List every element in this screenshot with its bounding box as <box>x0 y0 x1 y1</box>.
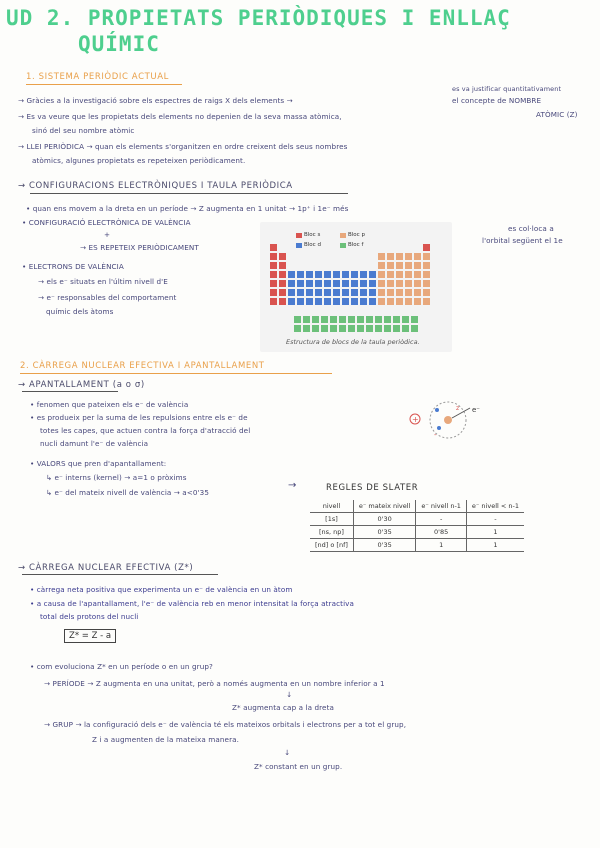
table-cell-block <box>369 298 376 305</box>
text-line: es va justificar quantitativament <box>452 85 562 93</box>
table-cell-block <box>402 316 409 323</box>
table-cell-block <box>387 271 394 278</box>
table-cell-block <box>393 316 400 323</box>
table-cell-block <box>324 298 331 305</box>
table-cell: 1 <box>466 526 524 539</box>
table-cell-block <box>288 280 295 287</box>
table-cell-block <box>312 325 319 332</box>
table-cell-block <box>369 280 376 287</box>
table-cell-block <box>405 253 412 260</box>
table-cell-block <box>393 325 400 332</box>
table-cell: [1s] <box>310 513 353 526</box>
text-line: + <box>104 230 111 239</box>
table-header-row <box>310 500 524 513</box>
table-cell-block <box>387 298 394 305</box>
table-cell-block <box>333 271 340 278</box>
table-cell-block <box>294 325 301 332</box>
table-cell-block <box>378 271 385 278</box>
table-cell-block <box>306 280 313 287</box>
text-line: totes les capes, que actuen contra la força d'atracció del <box>40 426 251 435</box>
table-cell-block <box>366 325 373 332</box>
table-cell-block <box>321 316 328 323</box>
table-cell-block <box>297 280 304 287</box>
table-cell-block <box>387 289 394 296</box>
table-cell-block <box>270 298 277 305</box>
svg-text:e⁻: e⁻ <box>472 406 481 414</box>
table-cell-block <box>270 244 277 251</box>
table-cell-block <box>339 316 346 323</box>
table-cell-block <box>375 316 382 323</box>
table-cell-block <box>414 289 421 296</box>
table-cell: 1 <box>416 539 467 552</box>
table-cell: 0'35 <box>353 539 415 552</box>
table-cell-block <box>297 289 304 296</box>
table-cell-block <box>288 289 295 296</box>
table-cell-block <box>303 316 310 323</box>
table-cell-block <box>297 298 304 305</box>
atom-diagram <box>404 392 496 448</box>
table-cell-block <box>378 289 385 296</box>
table-row <box>310 539 524 552</box>
text-line: ↳ e⁻ interns (kernel) → a=1 o pròxims <box>46 473 187 482</box>
table-cell-block <box>270 253 277 260</box>
text-line: total dels protons del nucli <box>40 612 139 621</box>
table-cell-block <box>315 298 322 305</box>
table-cell-block <box>324 289 331 296</box>
table-cell-block <box>330 316 337 323</box>
table-cell: [nd] o [nf] <box>310 539 353 552</box>
table-cell-block <box>294 316 301 323</box>
table-cell-block <box>351 298 358 305</box>
table-cell-block <box>423 298 430 305</box>
formula-box: Z* = Z - a <box>64 629 116 643</box>
slater-title: REGLES DE SLATER <box>326 483 419 493</box>
table-cell-block <box>315 271 322 278</box>
table-cell-block <box>414 280 421 287</box>
table-cell-block <box>351 289 358 296</box>
text-line: • càrrega neta positiva que experimenta un e⁻ de valència en un àtom <box>30 585 293 594</box>
table-cell-block <box>342 298 349 305</box>
table-cell-block <box>342 271 349 278</box>
table-cell-block <box>270 289 277 296</box>
legend-item-f: Bloc f <box>340 242 363 248</box>
svg-text:z: z <box>456 405 460 412</box>
table-header-cell: nivell <box>310 500 353 513</box>
text-line: atòmics, algunes propietats es repeteixen periòdicament. <box>32 156 246 165</box>
table-cell-block <box>324 271 331 278</box>
table-cell-block <box>396 280 403 287</box>
svg-text:-: - <box>434 431 437 439</box>
table-cell-block <box>351 271 358 278</box>
text-line: ↓ <box>286 690 293 699</box>
heading-underline <box>26 84 182 85</box>
table-cell-block <box>333 289 340 296</box>
text-line: sinó del seu nombre atòmic <box>32 126 135 135</box>
table-cell-block <box>306 298 313 305</box>
table-cell-block <box>279 289 286 296</box>
table-cell-block <box>270 271 277 278</box>
table-cell-block <box>360 271 367 278</box>
table-cell-block <box>279 271 286 278</box>
subsection-heading: → CÀRREGA NUCLEAR EFECTIVA (Z*) <box>18 563 194 573</box>
legend-item-p: Bloc p <box>340 232 365 238</box>
text-line: • es produeix per la suma de les repulsions entre els e⁻ de <box>30 413 248 422</box>
table-cell-block <box>375 325 382 332</box>
table-cell-block <box>387 280 394 287</box>
table-cell-block <box>366 316 373 323</box>
table-cell-block <box>423 253 430 260</box>
table-cell-block <box>279 298 286 305</box>
table-cell: 0'35 <box>353 526 415 539</box>
text-line: el concepte de NOMBRE <box>452 96 542 105</box>
heading-underline <box>22 391 118 392</box>
text-line: • ELECTRONS DE VALÈNCIA <box>22 262 124 271</box>
table-cell-block <box>384 316 391 323</box>
table-cell-block <box>339 325 346 332</box>
table-header-cell: e⁻ mateix nivell <box>353 500 415 513</box>
table-cell-block <box>321 325 328 332</box>
table-cell-block <box>423 289 430 296</box>
table-cell-block <box>396 289 403 296</box>
text-line: → els e⁻ situats en l'últim nivell d'E <box>38 277 168 286</box>
subsection-heading: → APANTALLAMENT (a o σ) <box>18 380 145 390</box>
table-cell-block <box>414 262 421 269</box>
table-cell-block <box>315 280 322 287</box>
arrow: → <box>288 480 297 491</box>
heading-underline <box>20 373 332 374</box>
table-cell-block <box>303 325 310 332</box>
text-line: Z i a augmenten de la mateixa manera. <box>92 735 240 744</box>
text-line: • com evoluciona Z* en un període o en un grup? <box>30 662 213 671</box>
text-line: • VALORS que pren d'apantallament: <box>30 459 167 468</box>
table-cell-block <box>369 289 376 296</box>
table-cell-block <box>288 271 295 278</box>
slater-table <box>310 500 524 552</box>
legend-item-d: Bloc d <box>296 242 321 248</box>
table-cell-block <box>348 325 355 332</box>
text-line: → PERÍODE → Z augmenta en una unitat, però a només augmenta en un nombre inferior a 1 <box>44 679 385 688</box>
text-line: químic dels àtoms <box>46 307 114 316</box>
table-cell-block <box>333 280 340 287</box>
table-cell-block <box>315 289 322 296</box>
table-cell-block <box>387 262 394 269</box>
table-cell-block <box>333 298 340 305</box>
table-cell-block <box>324 280 331 287</box>
table-cell-block <box>423 280 430 287</box>
table-cell-block <box>405 280 412 287</box>
legend-item-s: Bloc s <box>296 232 320 238</box>
section-heading: 1. SISTEMA PERIÒDIC ACTUAL <box>26 72 169 82</box>
table-cell-block <box>405 262 412 269</box>
text-line: → e⁻ responsables del comportament <box>38 293 177 302</box>
text-line: • a causa de l'apantallament, l'e⁻ de valència reb en menor intensitat la força atractiva <box>30 599 355 608</box>
text-line: nucli damunt l'e⁻ de valència <box>40 439 149 448</box>
heading-underline <box>30 193 348 194</box>
table-cell-block <box>414 253 421 260</box>
table-cell-block <box>360 298 367 305</box>
text-line: ↳ e⁻ del mateix nivell de valència → a<0'35 <box>46 488 210 497</box>
text-line: → GRUP → la configuració dels e⁻ de valència té els mateixos orbitals i electrons per a tot el grup, <box>44 720 407 729</box>
table-cell-block <box>279 253 286 260</box>
text-line: l'orbital següent el 1e <box>482 236 563 245</box>
table-cell-block <box>270 280 277 287</box>
subsection-heading: → CONFIGURACIONS ELECTRÒNIQUES I TAULA PERIÒDICA <box>18 181 293 191</box>
table-cell: 1 <box>466 539 524 552</box>
table-row <box>310 526 524 539</box>
table-cell-block <box>342 280 349 287</box>
table-cell-block <box>357 325 364 332</box>
table-cell-block <box>396 253 403 260</box>
text-line: → ES REPETEIX PERIÒDICAMENT <box>80 243 199 252</box>
table-cell-block <box>384 325 391 332</box>
table-cell-block <box>279 280 286 287</box>
table-cell-block <box>378 253 385 260</box>
table-row <box>310 513 524 526</box>
text-line: • quan ens movem a la dreta en un període → Z augmenta en 1 unitat → 1p⁺ i 1e⁻ més <box>26 204 349 213</box>
table-cell-block <box>279 262 286 269</box>
table-cell-block <box>405 289 412 296</box>
figure-caption: Estructura de blocs de la taula periòdica. <box>286 338 420 346</box>
page-title: UD 2. PROPIETATS PERIÒDIQUES I ENLLAÇ <box>6 6 511 30</box>
table-cell-block <box>378 280 385 287</box>
table-cell-block <box>312 316 319 323</box>
table-cell-block <box>402 325 409 332</box>
table-cell-block <box>396 271 403 278</box>
table-cell: 0'85 <box>416 526 467 539</box>
table-cell-block <box>411 316 418 323</box>
table-cell-block <box>396 298 403 305</box>
text-line: → LLEI PERIÒDICA → quan els elements s'organitzen en ordre creixent dels seus nombres <box>18 142 348 151</box>
table-cell-block <box>288 298 295 305</box>
table-cell-block <box>330 325 337 332</box>
table-cell-block <box>342 289 349 296</box>
table-cell-block <box>405 298 412 305</box>
table-header-cell: e⁻ nivell n-1 <box>416 500 467 513</box>
table-cell-block <box>423 244 430 251</box>
text-line: es col·loca a <box>508 224 554 233</box>
table-cell-block <box>351 280 358 287</box>
table-cell-block <box>411 325 418 332</box>
section-heading: 2. CÀRREGA NUCLEAR EFECTIVA I APANTALLAMENT <box>20 361 265 371</box>
table-cell-block <box>423 262 430 269</box>
table-cell-block <box>387 253 394 260</box>
text-line: ↓ <box>284 748 291 757</box>
table-cell-block <box>405 271 412 278</box>
table-cell-block <box>360 280 367 287</box>
table-cell: [ns, np] <box>310 526 353 539</box>
table-cell-block <box>360 289 367 296</box>
text-line: • fenomen que pateixen els e⁻ de valència <box>30 400 189 409</box>
table-cell-block <box>423 271 430 278</box>
page-title-line2: QUÍMIC <box>78 32 160 56</box>
text-line: ATÒMIC (Z) <box>536 110 578 119</box>
table-cell-block <box>414 271 421 278</box>
heading-underline <box>22 574 218 575</box>
table-cell-block <box>414 298 421 305</box>
table-cell: - <box>416 513 467 526</box>
table-cell-block <box>378 262 385 269</box>
table-cell-block <box>348 316 355 323</box>
text-line: → Gràcies a la investigació sobre els espectres de raigs X dels elements → <box>18 96 293 105</box>
table-cell-block <box>396 262 403 269</box>
table-cell: 0'30 <box>353 513 415 526</box>
table-cell-block <box>297 271 304 278</box>
text-line: • CONFIGURACIÓ ELECTRÒNICA DE VALÈNCIA <box>22 218 191 227</box>
text-line: Z* constant en un grup. <box>254 762 343 771</box>
table-cell-block <box>357 316 364 323</box>
table-cell: - <box>466 513 524 526</box>
table-header-cell: e⁻ nivell < n-1 <box>466 500 524 513</box>
table-cell-block <box>306 289 313 296</box>
svg-text:+: + <box>412 415 419 424</box>
table-cell-block <box>270 262 277 269</box>
text-line: Z* augmenta cap a la dreta <box>232 703 334 712</box>
table-cell-block <box>378 298 385 305</box>
table-cell-block <box>306 271 313 278</box>
text-line: → Es va veure que les propietats dels elements no depenien de la seva massa atòmica, <box>18 112 342 121</box>
table-cell-block <box>369 271 376 278</box>
